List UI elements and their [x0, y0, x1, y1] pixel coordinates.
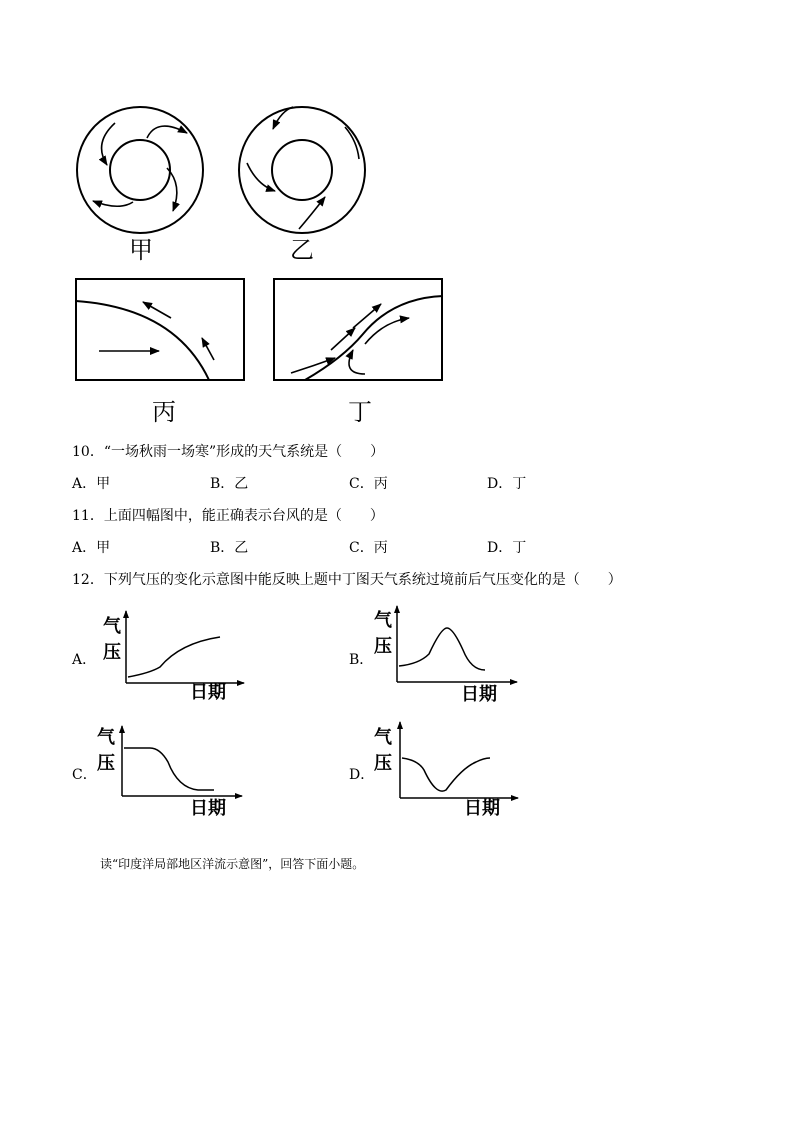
diagram-ding [273, 278, 445, 382]
jia-arrow-4 [93, 201, 133, 206]
graph-d-ylabel-1: 气 [374, 727, 392, 748]
diagram-jia [75, 103, 210, 238]
graph-d-curve [402, 758, 490, 791]
diagram-yi [237, 103, 372, 238]
bing-front-line [76, 301, 209, 380]
graph-a-xlabel: 日期 [190, 682, 226, 703]
graph-a-ylabel-1: 气 [103, 616, 121, 637]
label-ding: 丁 [348, 398, 372, 426]
graph-d-letter[interactable]: D． [349, 767, 375, 783]
label-yi: 乙 [290, 236, 314, 264]
bing-arrow-warm [143, 302, 171, 318]
graph-c-ylabel-2: 压 [97, 753, 115, 774]
graph-c-xlabel: 日期 [190, 798, 226, 819]
bing-arrow-cold [202, 338, 214, 360]
graph-b-xlabel: 日期 [461, 684, 497, 705]
yi-outer-circle [239, 107, 365, 233]
ding-frame [274, 279, 442, 380]
yi-inner-circle [272, 140, 332, 200]
graph-a [120, 605, 250, 690]
jia-inner-circle [110, 140, 170, 200]
label-jia: 甲 [129, 236, 153, 264]
ding-arrow-3 [353, 304, 381, 328]
graph-a-ylabel-2: 压 [103, 642, 121, 663]
q11-option-b[interactable]: B．乙 [210, 540, 249, 556]
q10-option-c[interactable]: C．丙 [349, 476, 388, 492]
graph-c-ylabel-1: 气 [97, 727, 115, 748]
question-11: 11．上面四幅图中，能正确表示台风的是（ ） [72, 508, 384, 524]
graph-b-ylabel-2: 压 [374, 636, 392, 657]
q11-option-c[interactable]: C．丙 [349, 540, 388, 556]
ding-arrow-5 [365, 318, 409, 344]
graph-a-curve [128, 637, 220, 677]
graph-a-letter[interactable]: A． [72, 652, 97, 668]
q10-option-d[interactable]: D．丁 [487, 476, 527, 492]
section-intro: 读“印度洋局部地区洋流示意图”，回答下面小题。 [100, 857, 365, 871]
q11-option-a[interactable]: A．甲 [72, 540, 111, 556]
graph-c-curve [124, 748, 214, 790]
q11-option-d[interactable]: D．丁 [487, 540, 527, 556]
label-bing: 丙 [152, 398, 176, 426]
graph-b-letter[interactable]: B． [349, 652, 374, 668]
graph-c-letter[interactable]: C． [72, 767, 97, 783]
jia-outer-circle [77, 107, 203, 233]
bing-frame [76, 279, 244, 380]
q10-option-b[interactable]: B．乙 [210, 476, 249, 492]
ding-front-line [305, 296, 443, 380]
ding-arrow-4 [349, 350, 365, 374]
graph-d [394, 718, 524, 802]
diagram-bing [75, 278, 247, 382]
jia-arrow-2 [147, 126, 187, 138]
q10-option-a[interactable]: A．甲 [72, 476, 111, 492]
question-10: 10．“一场秋雨一场寒”形成的天气系统是（ ） [72, 444, 385, 460]
graph-b [391, 600, 521, 690]
jia-arrow-3 [167, 168, 177, 211]
yi-arrow-3 [247, 163, 275, 191]
graph-c [116, 722, 246, 802]
question-12: 12．下列气压的变化示意图中能反映上题中丁图天气系统过境前后气压变化的是（ ） [72, 572, 622, 588]
yi-arrow-4 [299, 197, 325, 229]
graph-d-ylabel-2: 压 [374, 753, 392, 774]
graph-d-xlabel: 日期 [464, 798, 500, 819]
graph-b-ylabel-1: 气 [374, 610, 392, 631]
graph-b-curve [399, 628, 485, 670]
